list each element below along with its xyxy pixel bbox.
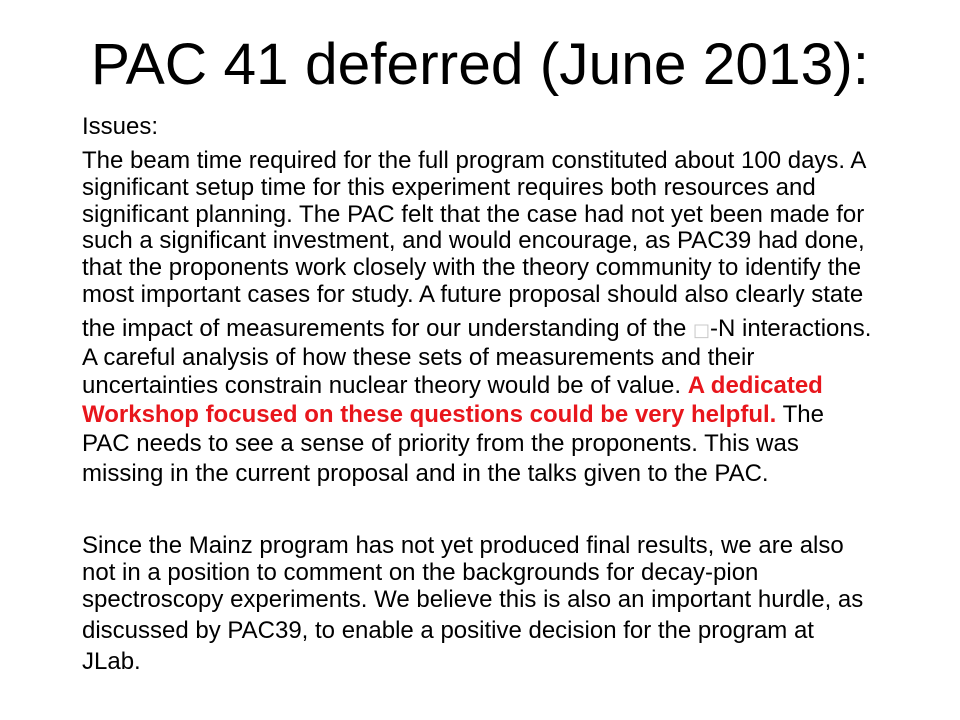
paragraph-1-line [82, 254, 861, 282]
line-text: significant planning. The PAC felt that the case had not yet been made for [82, 201, 865, 228]
paragraph-1-line [82, 344, 754, 372]
line-text: such a significant investment, and would encourage, as PAC39 had done, [82, 227, 865, 254]
paragraph-2-line [82, 648, 141, 676]
line-text: discussed by PAC39, to enable a positive decision for the program at [82, 617, 814, 644]
paragraph-1-line [82, 460, 769, 488]
paragraph-2-line [82, 617, 814, 645]
line-text: The beam time required for the full program constituted about 100 days. A [82, 147, 867, 174]
line-text: JLab. [82, 648, 141, 675]
line-text: significant setup time for this experiment requires both resources and [82, 174, 816, 201]
line-text: -N interactions. [710, 315, 872, 342]
issues-heading: Issues: [82, 113, 159, 140]
line-text: the impact of measurements for our understanding of the [82, 315, 694, 342]
slide-title: PAC 41 deferred (June 2013): [90, 32, 870, 97]
line-text: A careful analysis of how these sets of measurements and their [82, 344, 755, 371]
line-text: Since the Mainz program has not yet produced final results, we are also [82, 532, 844, 559]
paragraph-1-line [82, 147, 866, 175]
paragraph-2-line [82, 532, 844, 560]
emphasis-text: A dedicated [687, 372, 823, 399]
paragraph-1-line [82, 281, 863, 309]
emphasis-text: Workshop focused on these questions could be very helpful. [82, 401, 777, 428]
paragraph-1-line [82, 315, 871, 345]
missing-glyph: □ [693, 320, 711, 341]
paragraph-1-line [82, 201, 864, 229]
paragraph-1-line [82, 401, 824, 429]
line-text: PAC needs to see a sense of priority from the proponents. This was [82, 430, 799, 457]
paragraph-2-line [82, 586, 863, 614]
paragraph-1-line [82, 372, 823, 400]
paragraph-2-line [82, 559, 758, 587]
paragraph-1-line [82, 430, 799, 458]
line-text: not in a position to comment on the backgrounds for decay-pion [82, 559, 759, 586]
line-text: spectroscopy experiments. We believe this is also an important hurdle, as [82, 586, 864, 613]
line-text: uncertainties constrain nuclear theory would be of value. [82, 372, 688, 399]
paragraph-1-line [82, 174, 816, 202]
line-text: most important cases for study. A future proposal should also clearly state [82, 281, 864, 308]
line-text: that the proponents work closely with the theory community to identify the [82, 254, 862, 281]
line-text: The [776, 401, 824, 428]
line-text: missing in the current proposal and in the talks given to the PAC. [82, 460, 769, 487]
paragraph-1-line [82, 227, 865, 255]
